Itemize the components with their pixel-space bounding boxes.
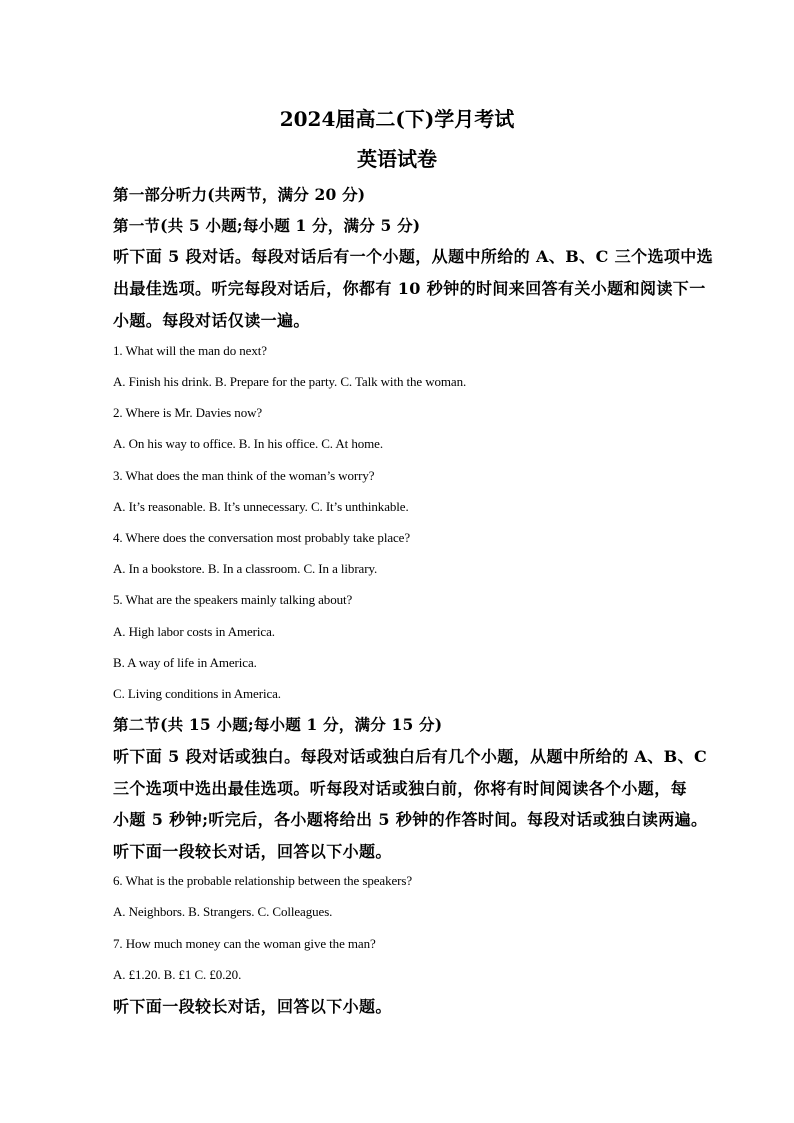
question-options: A. Finish his drink. B. Prepare for the party. C. Talk with the woman.	[113, 374, 467, 389]
question-option: A. High labor costs in America.	[113, 624, 275, 639]
question-text: 2. Where is Mr. Davies now?	[113, 405, 263, 420]
part-heading: 第一部分听力(共两节，满分 20 分)	[113, 185, 366, 204]
section-heading: 第一节(共 5 小题;每小题 1 分，满分 5 分)	[113, 216, 421, 235]
question-option: C. Living conditions in America.	[113, 686, 281, 701]
instruction-line: 听下面 5 段对话。每段对话后有一个小题，从题中所给的 A、B、C 三个选项中选	[113, 247, 714, 266]
question-options: A. In a bookstore. B. In a classroom. C. In a library.	[113, 561, 378, 576]
question-text: 6. What is the probable relationship between the speakers?	[113, 873, 412, 888]
instruction-line: 听下面 5 段对话或独白。每段对话或独白后有几个小题，从题中所给的 A、B、C	[113, 747, 708, 766]
question-text: 4. Where does the conversation most probably take place?	[113, 530, 411, 545]
question-text: 7. How much money can the woman give the man?	[113, 936, 376, 951]
question-text: 3. What does the man think of the woman’s worry?	[113, 468, 375, 483]
question-options: A. Neighbors. B. Strangers. C. Colleagues.	[113, 904, 333, 919]
question-options: A. It’s reasonable. B. It’s unnecessary. C. It’s unthinkable.	[113, 499, 409, 514]
instruction-line: 小题。每段对话仅读一遍。	[113, 311, 310, 330]
sub-heading: 听下面一段较长对话，回答以下小题。	[113, 842, 392, 861]
exam-title: 2024届高二(下)学月考试	[279, 107, 515, 131]
section-heading: 第二节(共 15 小题;每小题 1 分，满分 15 分)	[113, 715, 443, 734]
question-text: 5. What are the speakers mainly talking about?	[113, 592, 353, 607]
instruction-line: 小题 5 秒钟;听完后，各小题将给出 5 秒钟的作答时间。每段对话或独白读两遍。	[113, 810, 708, 829]
sub-heading: 听下面一段较长对话，回答以下小题。	[113, 997, 392, 1016]
instruction-line: 出最佳选项。听完每段对话后，你都有 10 秒钟的时间来回答有关小题和阅读下一	[113, 279, 706, 298]
exam-subtitle: 英语试卷	[357, 147, 437, 171]
question-options: A. On his way to office. B. In his office. C. At home.	[113, 436, 383, 451]
question-option: B. A way of life in America.	[113, 655, 257, 670]
question-text: 1. What will the man do next?	[113, 343, 267, 358]
question-options: A. £1.20. B. £1 C. £0.20.	[113, 967, 242, 982]
instruction-line: 三个选项中选出最佳选项。听每段对话或独白前，你将有时间阅读各个小题，每	[113, 779, 688, 798]
